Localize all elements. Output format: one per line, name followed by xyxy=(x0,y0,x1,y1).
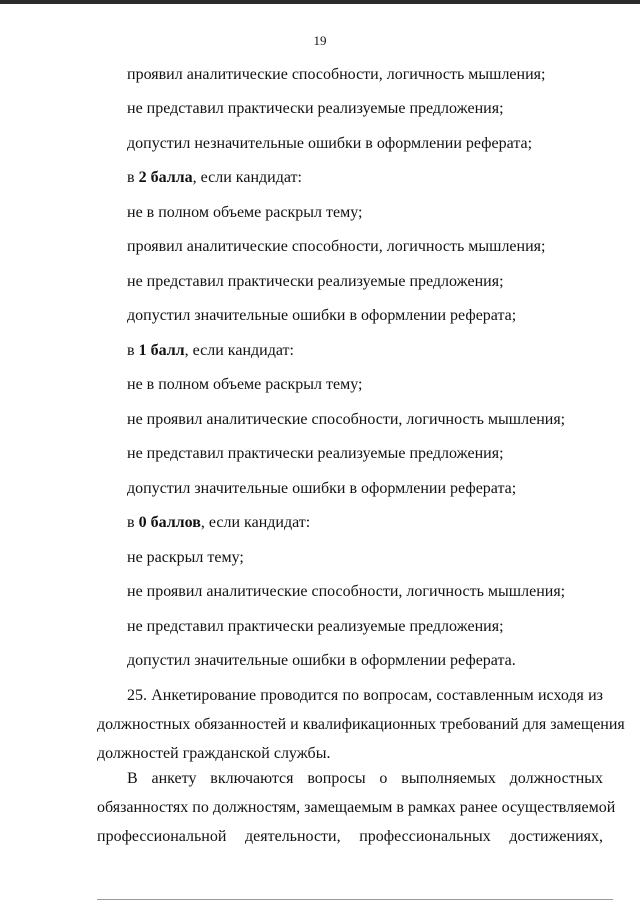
list-item: не представил практически реализуемые предложения; xyxy=(127,618,504,635)
list-item: проявил аналитические способности, логичность мышления; xyxy=(127,66,546,83)
list-item: не проявил аналитические способности, логичность мышления; xyxy=(127,583,566,600)
score-value: 2 балла xyxy=(138,169,193,186)
list-item: допустил незначительные ошибки в оформлении реферата; xyxy=(127,135,533,152)
score-heading-suffix: , если кандидат: xyxy=(192,169,302,186)
score-heading-2 xyxy=(127,168,302,188)
list-item: не раскрыл тему; xyxy=(127,549,244,566)
score-heading-suffix: , если кандидат: xyxy=(184,342,294,359)
list-item: не в полном объеме раскрыл тему; xyxy=(127,204,363,221)
paragraph-line: обязанностях по должностям, замещаемым в рамках ранее осуществляемой xyxy=(97,799,616,816)
score-heading-0 xyxy=(127,513,310,533)
score-heading-prefix: в xyxy=(127,514,139,531)
paragraph-line: профессиональной деятельности, профессиональных достижениях, xyxy=(97,828,603,845)
score-heading-suffix: , если кандидат: xyxy=(200,514,311,531)
paragraph-25 xyxy=(97,686,625,773)
list-item: не представил практически реализуемые предложения; xyxy=(127,273,504,290)
score-heading-1 xyxy=(127,341,294,361)
list-item: не представил практически реализуемые предложения; xyxy=(127,445,504,462)
score-value: 1 балл xyxy=(138,342,185,359)
paragraph-questionnaire xyxy=(97,769,616,856)
paragraph-line: должностей гражданской службы. xyxy=(97,745,331,762)
list-item: допустил значительные ошибки в оформлении реферата. xyxy=(127,652,516,669)
list-item: не представил практически реализуемые предложения; xyxy=(127,100,504,117)
scan-top-edge xyxy=(0,0,640,4)
list-item: допустил значительные ошибки в оформлении реферата; xyxy=(127,480,517,497)
score-heading-prefix: в xyxy=(127,342,139,359)
list-item: не проявил аналитические способности, логичность мышления; xyxy=(127,411,566,428)
list-item: проявил аналитические способности, логичность мышления; xyxy=(127,238,546,255)
list-item: не в полном объеме раскрыл тему; xyxy=(127,376,363,393)
list-item: допустил значительные ошибки в оформлении реферата; xyxy=(127,307,517,324)
paragraph-line: должностных обязанностей и квалификационных требований для замещения xyxy=(97,716,625,733)
score-value: 0 баллов xyxy=(138,514,201,531)
paragraph-line: 25. Анкетирование проводится по вопросам, составленным исходя из xyxy=(127,687,603,704)
scan-bottom-edge xyxy=(97,899,613,900)
score-heading-prefix: в xyxy=(127,169,139,186)
page-number: 19 xyxy=(313,33,327,48)
paragraph-line: В анкету включаются вопросы о выполняемых должностных xyxy=(127,770,603,787)
